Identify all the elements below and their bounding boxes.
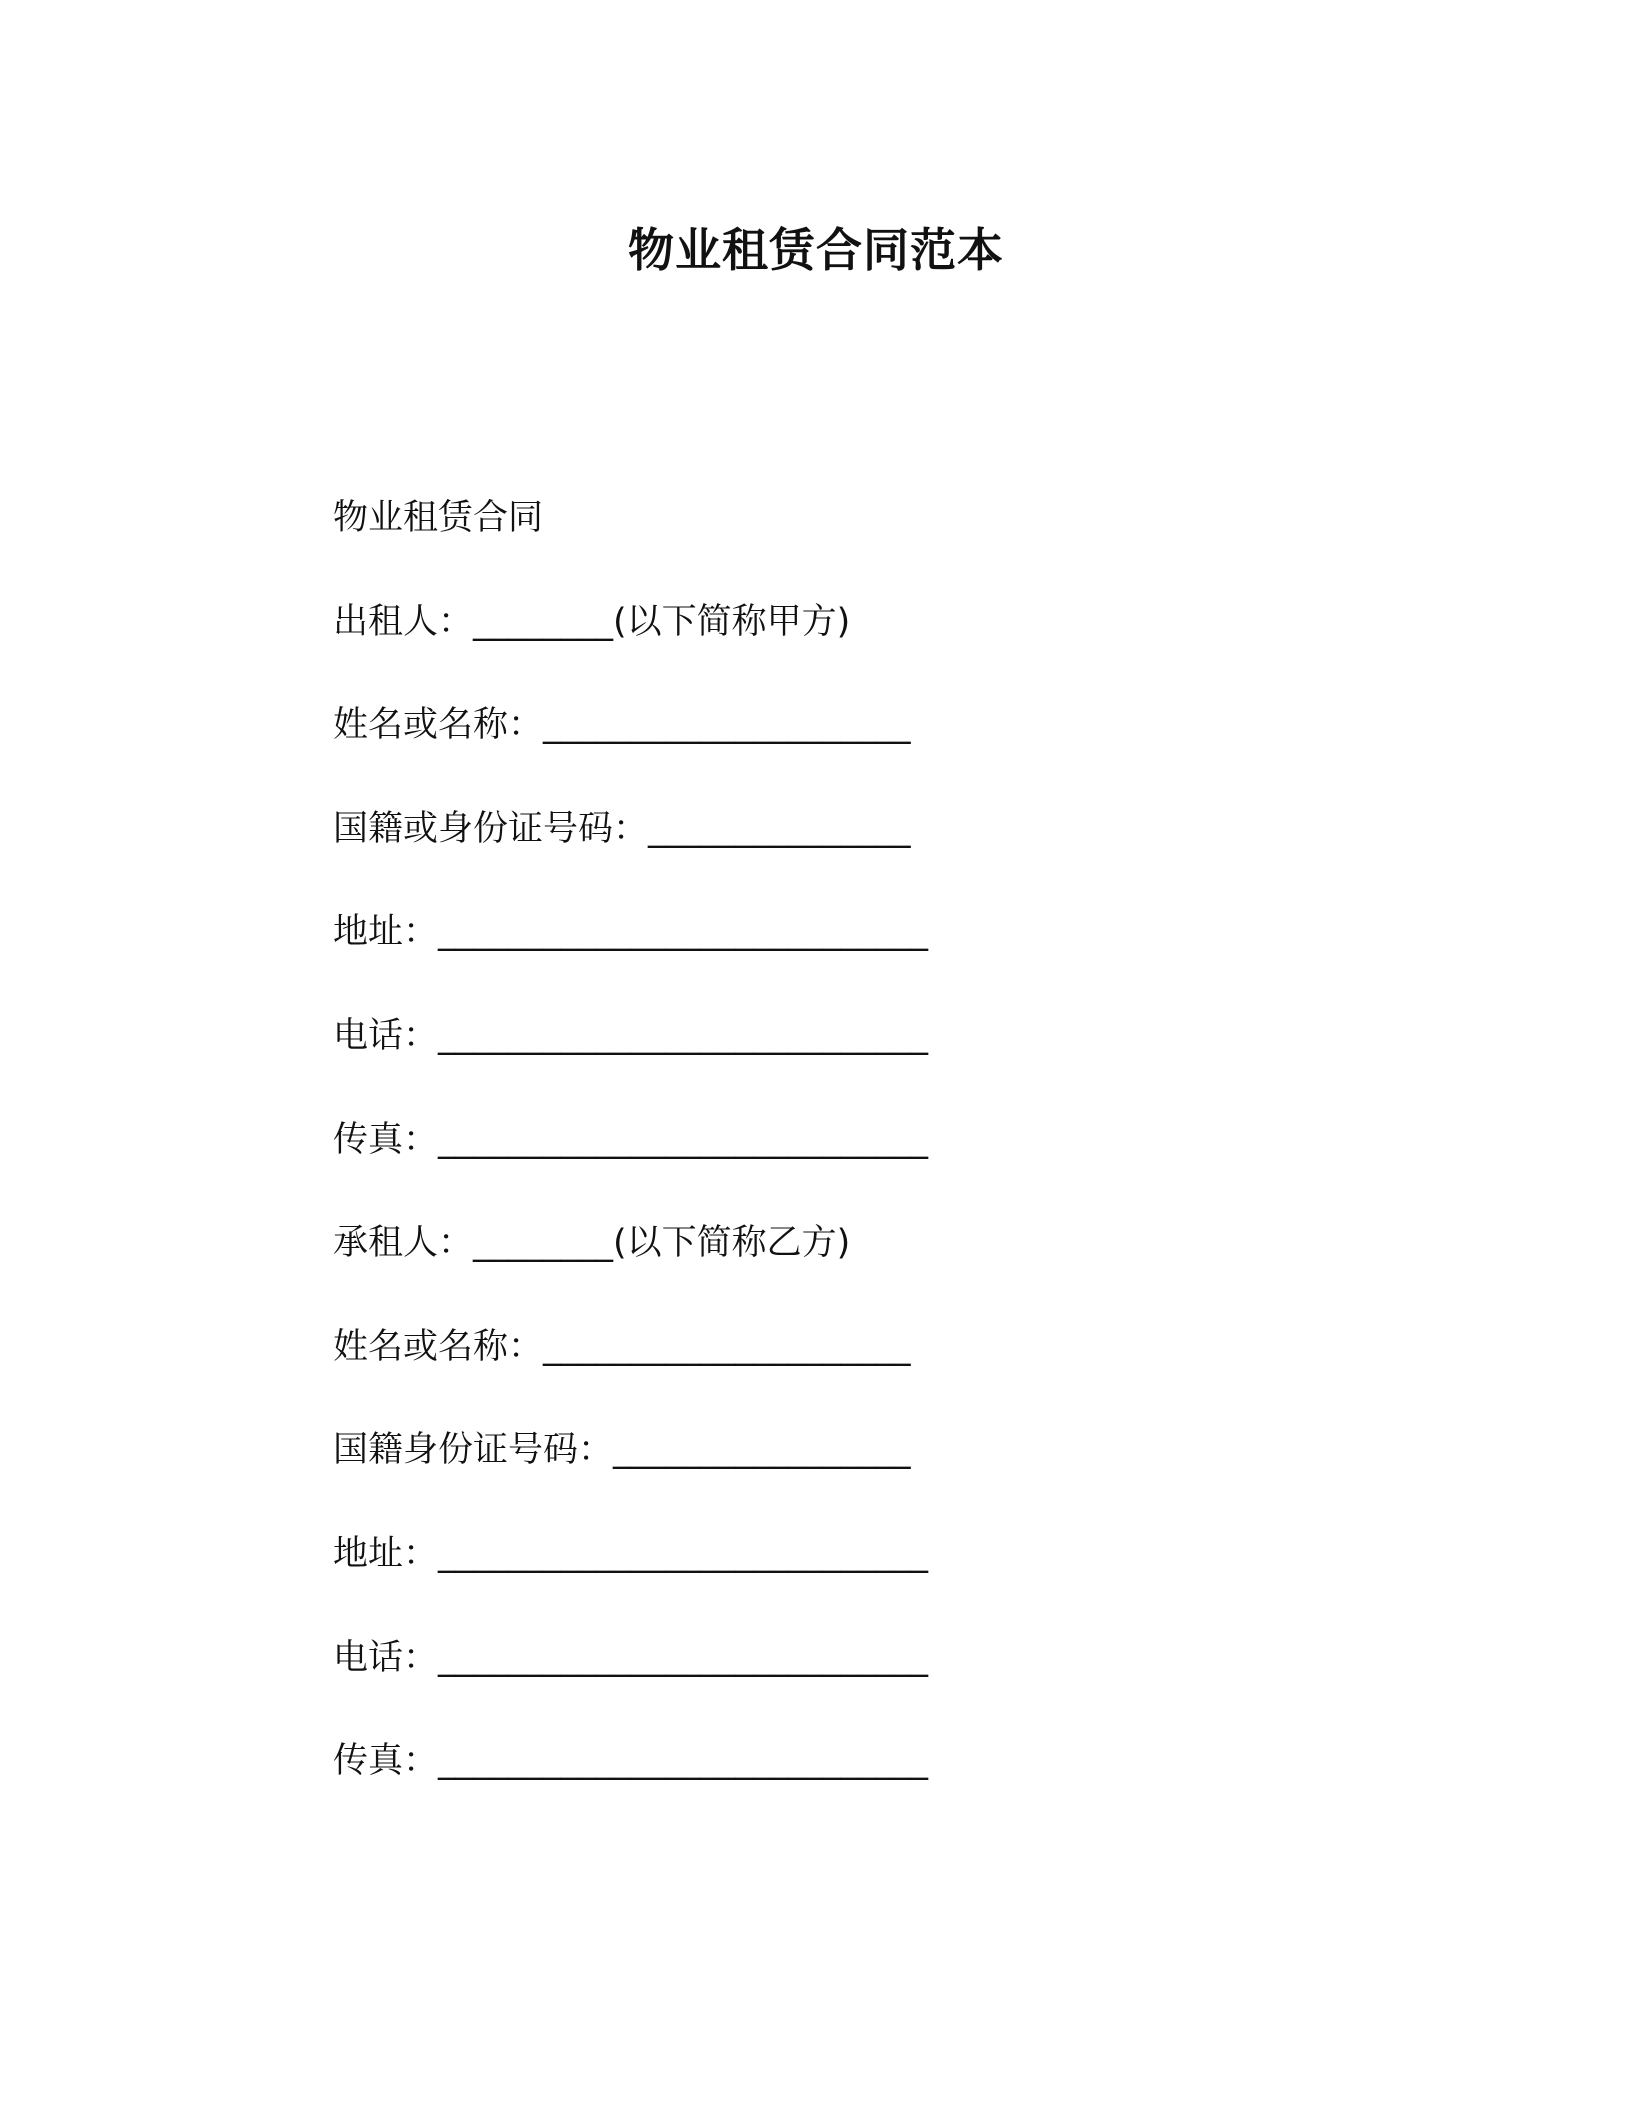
lessee-phone-line: 电话：____________________________ bbox=[333, 1637, 929, 1678]
lessee-fax-line: 传真：____________________________ bbox=[333, 1741, 929, 1782]
lessee-line: 承租人：________(以下简称乙方) bbox=[333, 1223, 851, 1264]
document-title: 物业租赁合同范本 bbox=[628, 223, 1004, 277]
lessor-phone-line: 电话：____________________________ bbox=[333, 1015, 929, 1056]
lessee-id-line: 国籍身份证号码：_________________ bbox=[333, 1430, 911, 1471]
lessor-id-line: 国籍或身份证号码：_______________ bbox=[333, 808, 911, 849]
lessor-name-line: 姓名或名称：_____________________ bbox=[333, 705, 911, 746]
contract-subtitle: 物业租赁合同 bbox=[333, 498, 544, 538]
lessor-fax-line: 传真：____________________________ bbox=[333, 1119, 929, 1160]
lessor-line: 出租人：________(以下简称甲方) bbox=[333, 601, 851, 642]
lessee-address-line: 地址：____________________________ bbox=[333, 1533, 929, 1574]
lessor-address-line: 地址：____________________________ bbox=[333, 912, 929, 953]
lessee-name-line: 姓名或名称：_____________________ bbox=[333, 1326, 911, 1367]
document-body bbox=[333, 490, 1333, 1837]
